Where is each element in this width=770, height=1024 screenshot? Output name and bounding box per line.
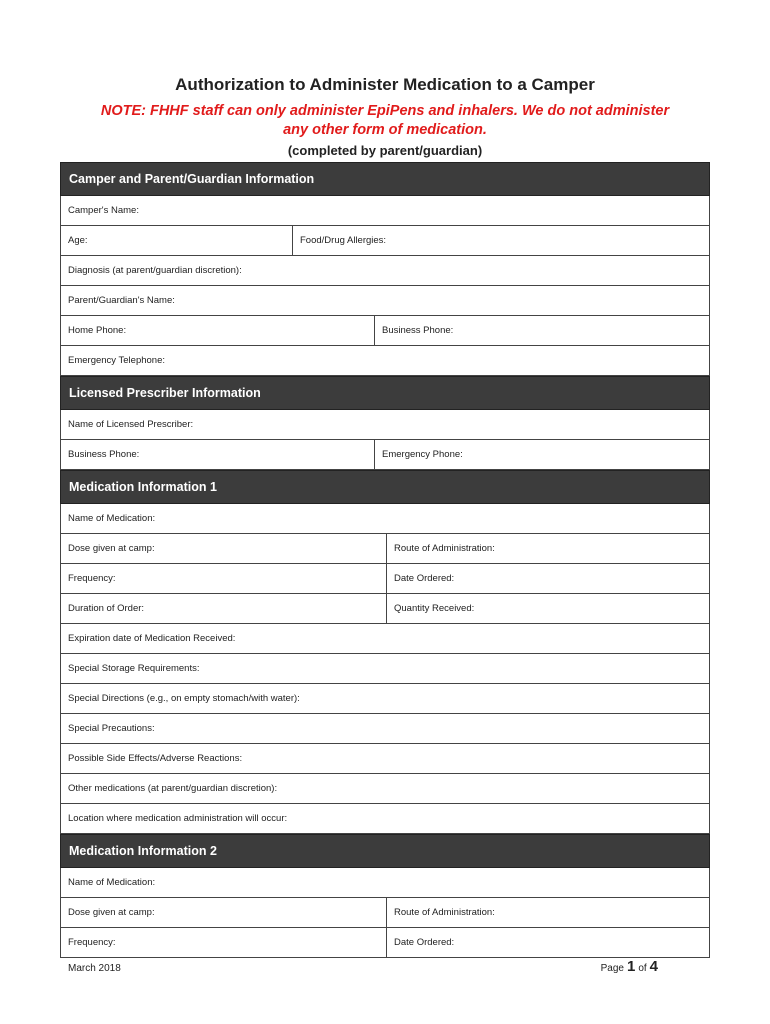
prescriber-emergency-phone-field[interactable]: Emergency Phone: — [374, 440, 709, 469]
form-row — [60, 714, 710, 744]
page-total: 4 — [649, 958, 658, 975]
section-header-medication-2: Medication Information 2 — [60, 834, 710, 868]
form-row — [60, 868, 710, 898]
emergency-telephone-field[interactable]: Emergency Telephone: — [68, 355, 165, 366]
section-header-prescriber: Licensed Prescriber Information — [60, 376, 710, 410]
med1-dose-field[interactable]: Dose given at camp: — [68, 543, 155, 554]
med1-side-effects-field[interactable]: Possible Side Effects/Adverse Reactions: — [68, 753, 243, 764]
form-row — [60, 564, 710, 594]
form-row — [60, 774, 710, 804]
med1-quantity-field[interactable]: Quantity Received: — [386, 594, 709, 623]
form-row — [60, 684, 710, 714]
page-of: of — [638, 963, 647, 974]
med1-precautions-field[interactable]: Special Precautions: — [68, 723, 155, 734]
subtitle: (completed by parent/guardian) — [287, 143, 483, 158]
page-label: Page — [600, 963, 624, 974]
page-current: 1 — [626, 958, 636, 975]
page-indicator — [601, 958, 658, 975]
med2-route-field[interactable]: Route of Administration: — [386, 898, 709, 927]
campers-name-field[interactable]: Camper's Name: — [68, 205, 139, 216]
med1-other-meds-field[interactable]: Other medications (at parent/guardian discretion): — [68, 783, 278, 794]
med2-dose-field[interactable]: Dose given at camp: — [68, 907, 155, 918]
form-row — [60, 256, 710, 286]
form-row — [60, 928, 710, 958]
med1-storage-field[interactable]: Special Storage Requirements: — [68, 663, 200, 674]
form-row — [60, 504, 710, 534]
page-title: Authorization to Administer Medication to a Camper — [175, 75, 595, 94]
form-row — [60, 594, 710, 624]
med1-location-field[interactable]: Location where medication administration will occur: — [68, 813, 288, 824]
form-row — [60, 440, 710, 470]
home-phone-field[interactable]: Home Phone: — [68, 325, 127, 336]
parent-name-field[interactable]: Parent/Guardian's Name: — [68, 295, 175, 306]
med1-duration-field[interactable]: Duration of Order: — [68, 603, 145, 614]
med1-expiration-field[interactable]: Expiration date of Medication Received: — [68, 633, 236, 644]
med2-frequency-field[interactable]: Frequency: — [68, 937, 116, 948]
form-row — [60, 534, 710, 564]
med2-date-ordered-field[interactable]: Date Ordered: — [386, 928, 709, 957]
form-row — [60, 346, 710, 376]
section-header-medication-1: Medication Information 1 — [60, 470, 710, 504]
form-row — [60, 654, 710, 684]
prescriber-name-field[interactable]: Name of Licensed Prescriber: — [68, 419, 194, 430]
med1-route-field[interactable]: Route of Administration: — [386, 534, 709, 563]
med1-name-field[interactable]: Name of Medication: — [68, 513, 156, 524]
med2-name-field[interactable]: Name of Medication: — [68, 877, 156, 888]
med1-directions-field[interactable]: Special Directions (e.g., on empty stomach/with water): — [68, 693, 300, 704]
form-row — [60, 316, 710, 346]
diagnosis-field[interactable]: Diagnosis (at parent/guardian discretion): — [68, 265, 242, 276]
authorization-form — [60, 162, 710, 958]
form-row — [60, 744, 710, 774]
form-row — [60, 624, 710, 654]
note-text: NOTE: FHHF staff can only administer EpiPens and inhalers. We do not administer any other form of medication. — [100, 103, 670, 138]
med1-frequency-field[interactable]: Frequency: — [68, 573, 116, 584]
age-field[interactable]: Age: — [68, 235, 88, 246]
form-row — [60, 226, 710, 256]
prescriber-business-phone-field[interactable]: Business Phone: — [68, 449, 140, 460]
footer-date: March 2018 — [68, 963, 121, 974]
form-row — [60, 286, 710, 316]
form-row — [60, 410, 710, 440]
form-row — [60, 804, 710, 834]
med1-date-ordered-field[interactable]: Date Ordered: — [386, 564, 709, 593]
form-row — [60, 196, 710, 226]
section-header-camper: Camper and Parent/Guardian Information — [60, 162, 710, 196]
business-phone-field[interactable]: Business Phone: — [374, 316, 709, 345]
form-row — [60, 898, 710, 928]
allergies-field[interactable]: Food/Drug Allergies: — [292, 226, 709, 255]
